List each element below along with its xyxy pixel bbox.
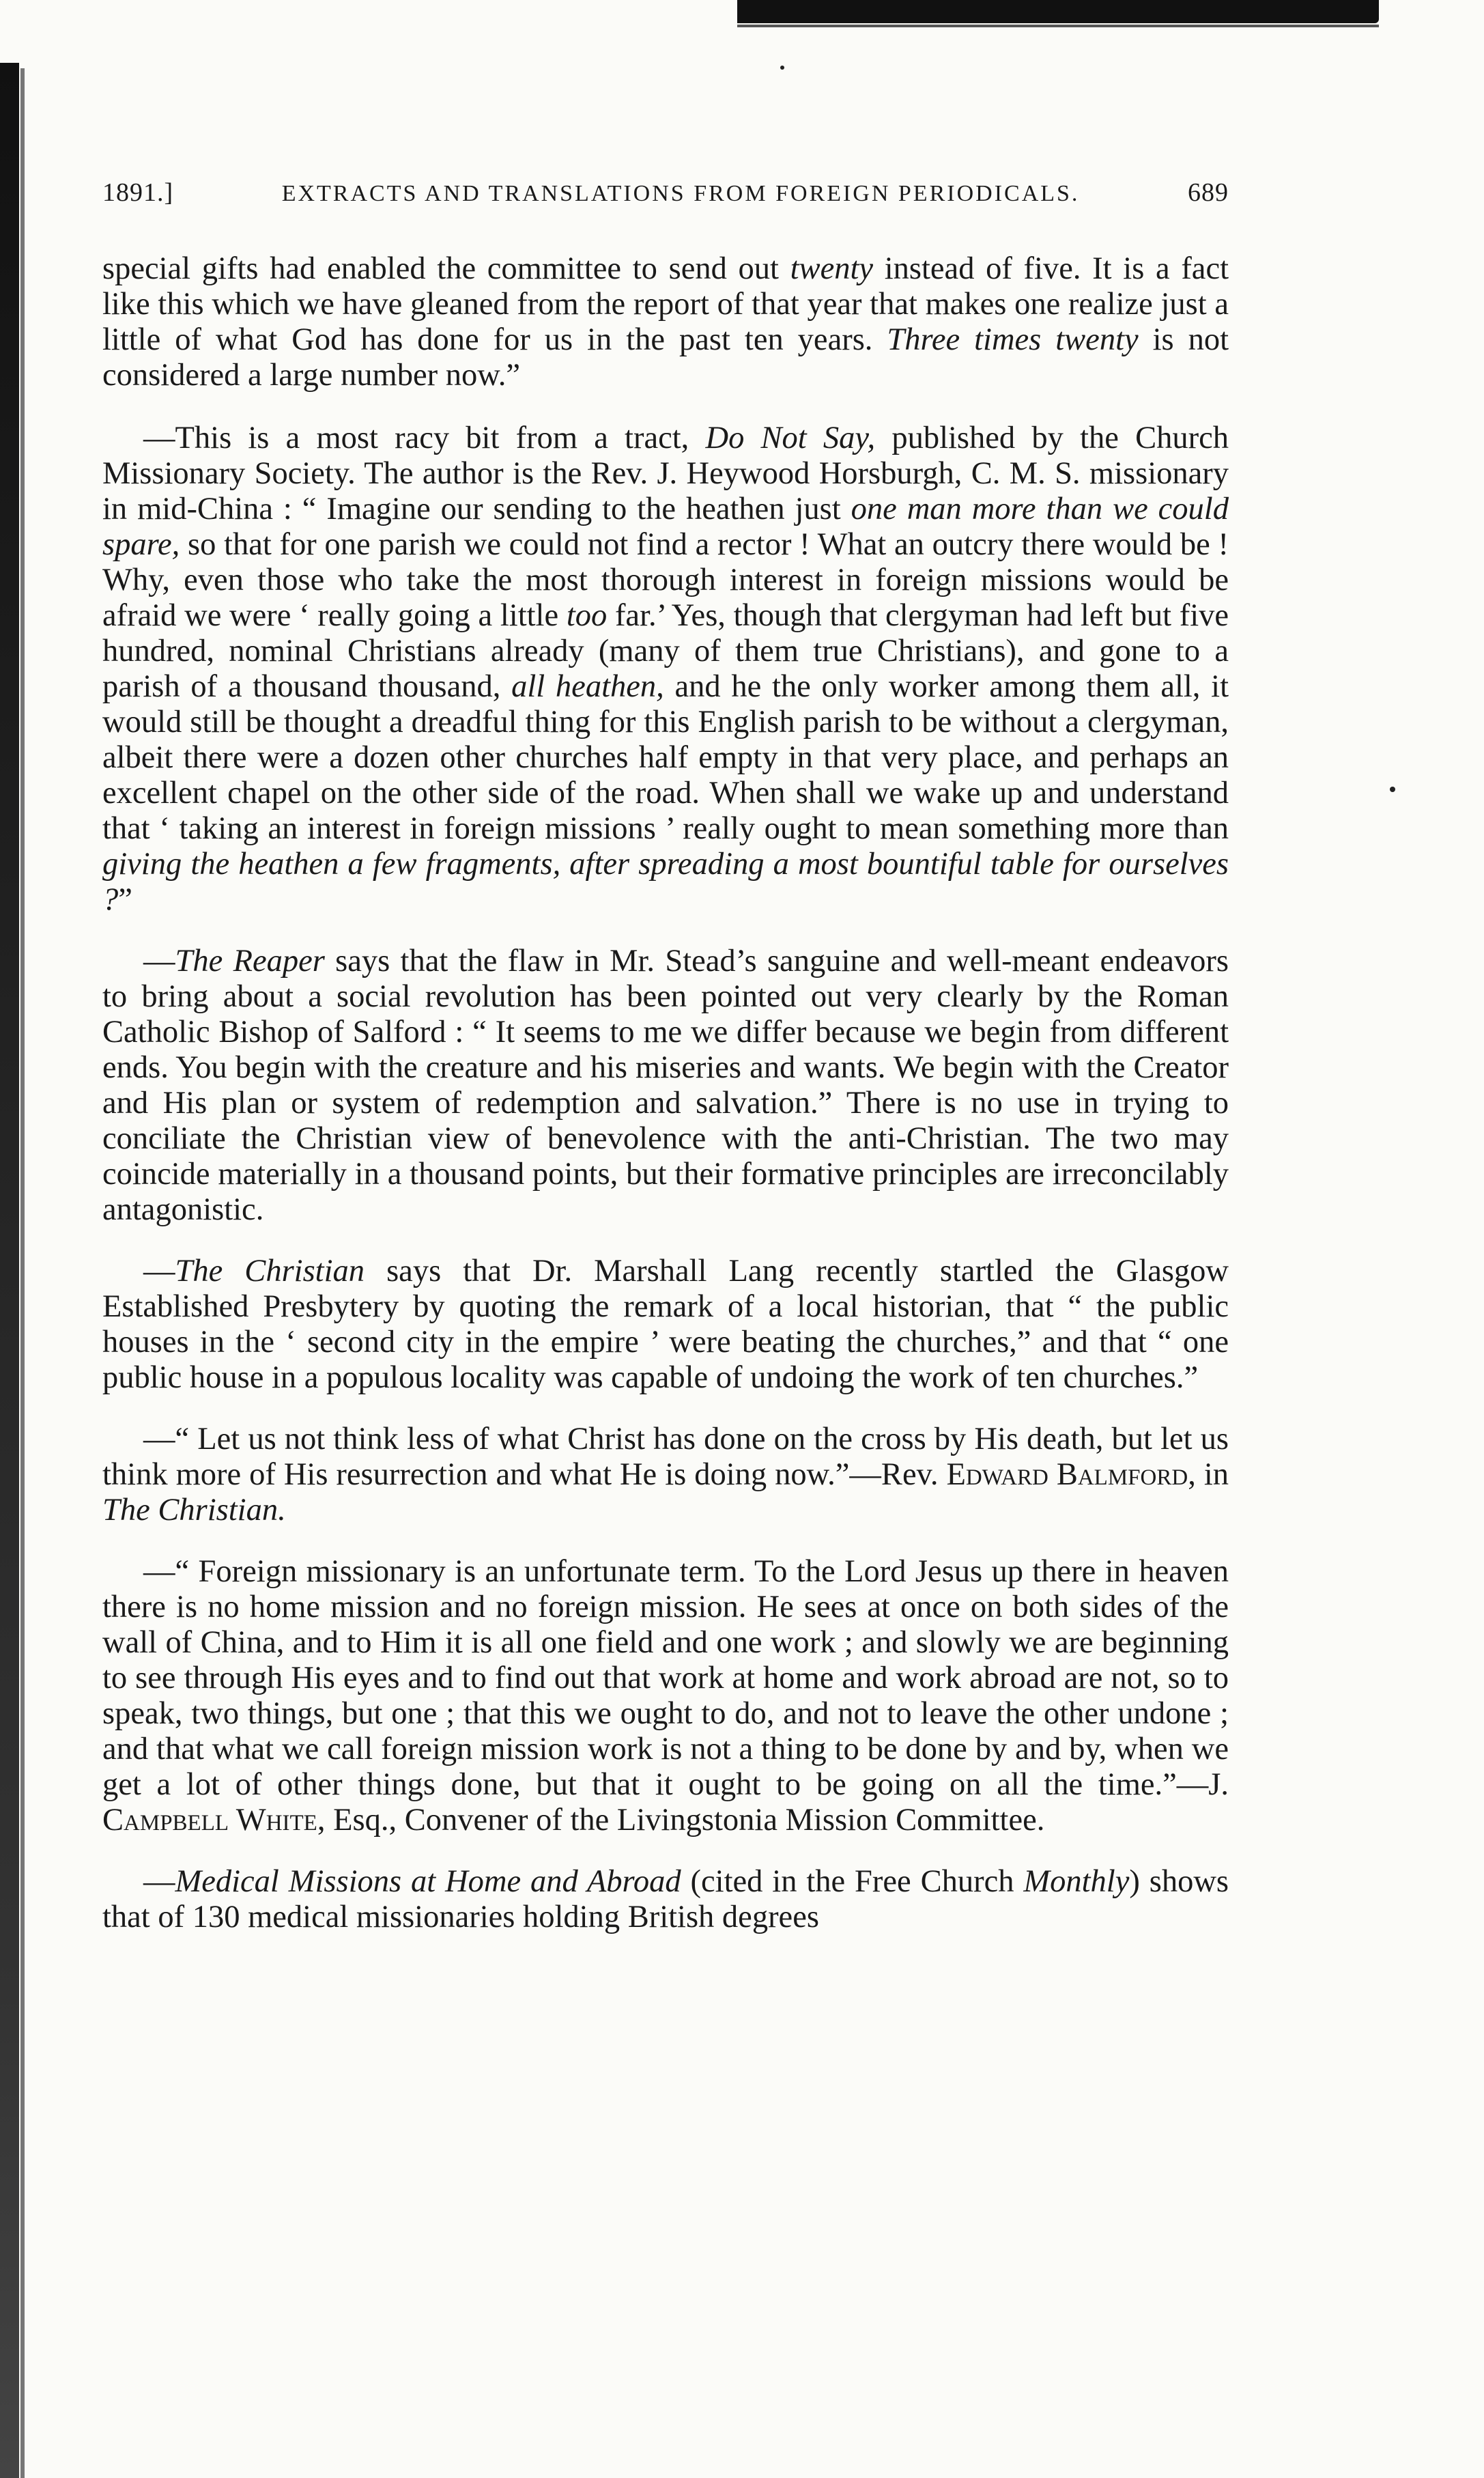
paragraph-the-christian [102,1254,1229,1396]
text-segment: says that Dr. Marshall Lang recently startled the Glasgow Established Presbytery by quoting the remark of a local historian, that “ the public houses in the ‘ second city in the empire ’ were beating the churches,” and that “ one public house in a populous locality was capable of undoing the work of ten churches.” [102,1254,1229,1395]
text-segment: —“ Let us not think less of what Christ has done on the cross by His death, but let us think more of His resurrection and what He is doing now.”—Rev. [102,1422,1229,1492]
text-segment: The Reaper [175,944,325,978]
text-segment: Monthly [1023,1864,1130,1899]
text-segment: says that the flaw in Mr. Stead’s sanguine and well-meant endeavors to bring about a social revolution has been pointed out very clearly by the Roman Catholic Bishop of Salford : “ It seems to me we differ because we begin from different ends. You begin with the creature and his miseries and wants. We begin with the Creator and His plan or system of redemption and salvation.” There is no use in trying to conciliate the Christian view of benevolence with the anti-Christian. The two may coincide materially in a thousand points, but their formative principles are irreconcilably antagonistic. [102,944,1229,1227]
paragraph-campbell-white-quote [102,1554,1229,1838]
text-segment: —This is a most racy bit from a tract, [143,421,706,455]
text-segment: is not considered a large number now.” [102,322,1229,393]
text-segment: in [1195,1457,1229,1492]
text-segment: — [143,944,175,978]
paragraph-continuation [102,251,1229,393]
paragraph-do-not-say [102,421,1229,918]
text-segment: too [566,598,608,633]
text-segment: giving the heathen a few fragments, after spreading a most bountiful table for ourselves ? [102,847,1229,917]
text-segment: so that for one parish we could not find a rector ! What an outcry there would be ! Why, even those who take the most thorough interest in foreign missions would be afraid we were ‘ really going a little [102,527,1229,633]
text-segment: published by the Church Missionary Society. The author is the Rev. J. Heywood Horsburgh, C. M. S. missionary in mid-China : “ Imagine our sending to the heathen just [102,421,1229,526]
text-segment: (cited in the Free Church [681,1864,1024,1899]
text-segment: one man more than we could spare, [102,492,1229,562]
speck-mark [780,66,784,70]
text-segment: — [143,1864,175,1899]
text-segment: The Christian. [102,1493,286,1527]
text-segment: instead of five. It is a fact like this which we have gleaned from the report of that year that makes one realize just a little of what God has done for us in the past ten years. [102,251,1229,357]
text-segment: special gifts had enabled the committee to send out [102,251,790,286]
page-binding-edge-inner [20,68,25,2478]
running-header [102,178,1229,208]
text-segment: ” [118,882,132,917]
text-segment: Campbell White, [102,1803,326,1838]
text-segment: far.’ Yes, though that clergyman had left but five hundred, nominal Christians already (many of them true Christians), and gone to a parish of a thousand thousand, [102,598,1229,704]
paragraph-balmford-quote [102,1422,1229,1528]
margin-speck-mark [1390,787,1395,792]
text-segment: ) shows that of 130 medical missionaries holding British degrees [102,1864,1229,1934]
page-body [102,178,1229,1961]
page-binding-edge [0,63,19,2478]
top-edge-rule [737,0,1379,23]
text-segment: twenty [790,251,874,286]
header-running-title: EXTRACTS AND TRANSLATIONS FROM FOREIGN PERIODICALS. [281,181,1080,206]
text-segment: and he the only worker among them all, it would still be thought a dreadful thing for this English parish to be without a clergyman, albeit there were a dozen other churches half empty in that very place, and perhaps an excellent chapel on the other side of the road. When shall we wake up and understand that ‘ taking an interest in foreign missions ’ really ought to mean something more than [102,669,1229,846]
header-year: 1891.] [102,178,174,207]
text-segment: Edward Balmford, [946,1457,1196,1492]
top-edge-rule-thin [737,25,1379,27]
text-segment: Do Not Say, [705,421,876,455]
text-segment: Three times twenty [887,322,1139,357]
text-segment: —“ Foreign missionary is an unfortunate term. To the Lord Jesus up there in heaven there is no home mission and no foreign mission. He sees at once on both sides of the wall of China, and to Him it is all one field and one work ; and slowly we are beginning to see through His eyes and to find out that work at home and work abroad are not, so to speak, two things, but one ; that this we ought to do, and not to leave the other undone ; and that what we call foreign mission work is not a thing to be done by and by, when we get a lot of other things done, but that it ought to be going on all the time.”—J. [102,1554,1229,1802]
text-segment: The Christian [175,1254,365,1289]
paragraph-the-reaper [102,944,1229,1228]
paragraph-medical-missions [102,1864,1229,1935]
text-segment: — [143,1254,175,1289]
text-segment: Medical Missions at Home and Abroad [175,1864,681,1899]
text-segment: Esq., Convener of the Livingstonia Mission Committee. [325,1803,1045,1838]
text-segment: all heathen, [511,669,664,704]
header-page-number: 689 [1187,178,1229,207]
